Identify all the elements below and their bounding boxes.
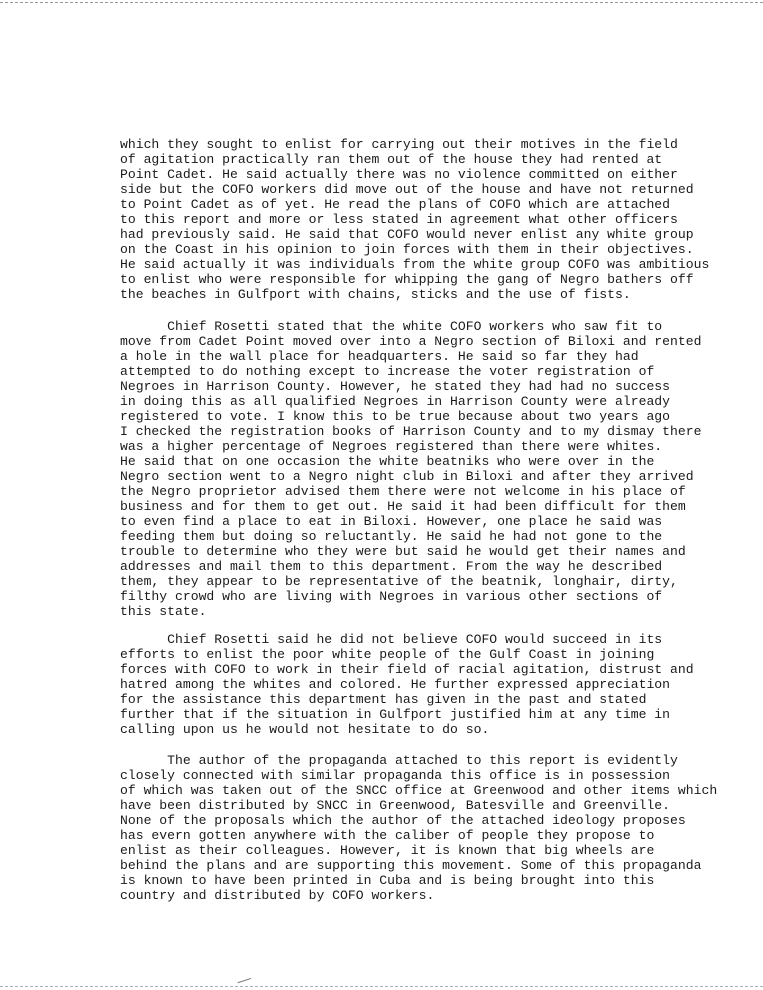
paragraph-1: which they sought to enlist for carrying out their motives in the field of agitation practically ran them out of the house they had rented at Point Cadet. He said actually there was no violence committed on either side but the COFO workers did move out of the house and have not returned to Point Cadet as of yet. He read the plans of COFO which are attached to this report and more or less stated in agreement what other officers had previously said. He said that COFO would never enlist any white group on the Coast in his opinion to join forces with them in their objectives. He said actually it was individuals from the white group COFO was ambitious to enlist who were responsible for whipping the gang of Negro bathers off the beaches in Gulfport with chains, sticks and the use of fists.	[120, 137, 710, 302]
paragraph-4: The author of the propaganda attached to this report is evidently closely connected with similar propaganda this office is in possession of which was taken out of the SNCC office at Greenwood and other items which have been distributed by SNCC in Greenwood, Batesville and Greenville. None of the proposals which the author of the attached ideology proposes has evern gotten anywhere with the caliber of people they propose to enlist as their colleagues. However, it is known that big wheels are behind the plans and are supporting this movement. Some of this propaganda is known to have been printed in Cuba and is being brought into this country and distributed by COFO workers.	[120, 753, 718, 903]
paragraph-3: Chief Rosetti said he did not believe COFO would succeed in its efforts to enlist the poor white people of the Gulf Coast in joining forces with COFO to work in their field of racial agitation, distrust and hatred among the whites and colored. He further expressed appreciation for the assistance this department has given in the past and stated further that if the situation in Gulfport justified him at any time in calling upon us he would not hesitate to do so.	[120, 632, 694, 737]
paragraph-2: Chief Rosetti stated that the white COFO workers who saw fit to move from Cadet Point moved over into a Negro section of Biloxi and rented a hole in the wall place for headquarters. He said so far they had attempted to do nothing except to increase the voter registration of Negroes in Harrison County. However, he stated they had had no success in doing this as all qualified Negroes in Harrison County were already registered to vote. I know this to be true because about two years ago I checked the registration books of Harrison County and to my dismay there was a higher percentage of Negroes registered than there were whites. He said that on one occasion the white beatniks who were over in the Negro section went to a Negro night club in Biloxi and after they arrived the Negro proprietor advised them there were not welcome in his place of business and for them to get out. He said it had been difficult for them to even find a place to eat in Biloxi. However, one place he said was feeding them but doing so reluctantly. He said he had not gone to the trouble to determine who they were but said he would get their names and addresses and mail them to this department. From the way he described them, they appear to be representative of the beatnik, longhair, dirty, filthy crowd who are living with Negroes in various other sections of this state.	[120, 319, 702, 619]
page-bottom-edge	[0, 986, 763, 987]
page-top-edge	[0, 2, 763, 3]
